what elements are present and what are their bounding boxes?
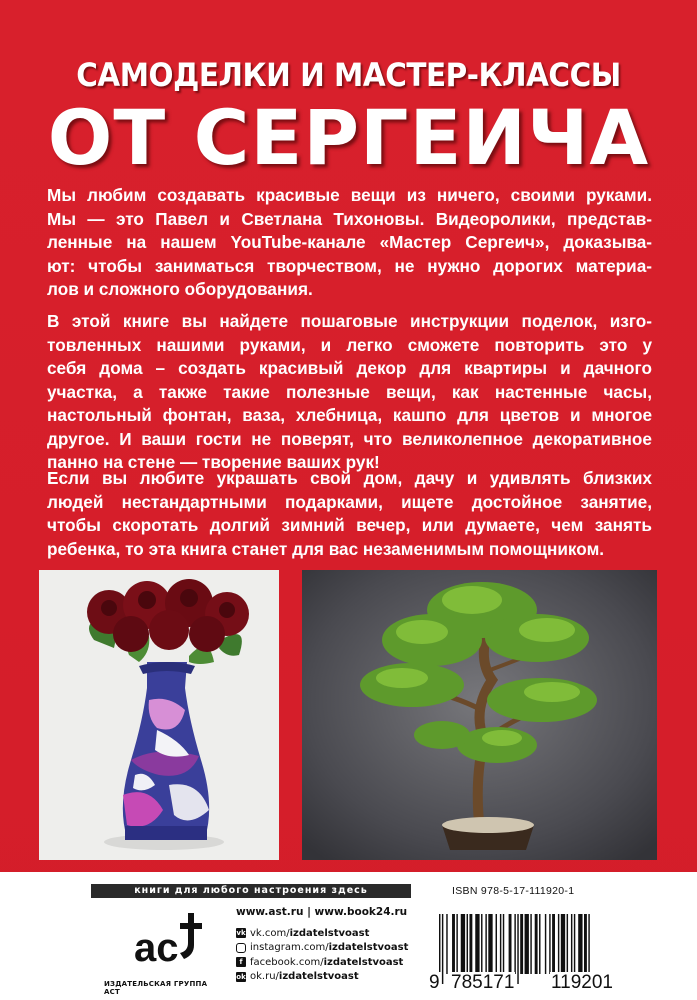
- barcode-bar: [578, 914, 582, 974]
- instagram-icon: [236, 943, 246, 953]
- barcode-bar: [535, 914, 538, 974]
- barcode-bar: [469, 914, 472, 974]
- bonsai-tree-image: [302, 570, 657, 860]
- social-handle: izdatelstvoast: [323, 956, 404, 968]
- social-handle: izdatelstvoast: [278, 971, 359, 983]
- barcode-bar: [552, 914, 555, 974]
- barcode-bar: [549, 914, 550, 974]
- barcode-bar: [446, 914, 447, 974]
- text-line: Мы — это Павел и Светлана Тихоновы. Видеоролики, представ-: [47, 208, 652, 229]
- barcode-bar: [475, 914, 479, 974]
- barcode-bar: [530, 914, 531, 974]
- text-line: панно на стене — творение ваших рук!: [47, 452, 380, 472]
- paragraph-contents: [47, 310, 652, 475]
- vase-with-roses-image: [39, 570, 279, 860]
- social-link-odnoklassniki[interactable]: [236, 970, 408, 985]
- text-line: Мы любим создавать красивые вещи из ничего, своими руками.: [47, 185, 652, 205]
- text-line: участка, а также такие полезные вещи, как настенные часы,: [47, 381, 652, 402]
- tagline: книги для любого настроения здесь: [91, 884, 411, 898]
- text-line: людей нестандартными подарками, ищете достойное занятие,: [47, 491, 652, 512]
- barcode-bar: [574, 914, 575, 974]
- barcode-bar: [481, 914, 482, 974]
- barcode-bar: [467, 914, 468, 974]
- barcode-bar: [452, 914, 455, 974]
- barcode-bar: [525, 914, 529, 974]
- social-prefix: ok.ru/: [250, 971, 279, 983]
- social-handle: izdatelstvoast: [289, 927, 370, 939]
- social-prefix: vk.com/: [250, 927, 290, 939]
- social-handle: izdatelstvoast: [328, 942, 409, 954]
- vase-photo: [39, 570, 279, 860]
- barcode-bar: [545, 914, 546, 974]
- text-line: чтобы скоротать долгий зимний вечер, или думаете, чем занять: [47, 515, 652, 535]
- text-line: ленные на нашем YouTube-канале «Мастер Сергеич», доказыва-: [47, 232, 652, 252]
- text-line: лов и сложного оборудования.: [47, 279, 313, 299]
- social-prefix: facebook.com/: [250, 956, 324, 968]
- text-line: себя дома – создать красивый декор для квартиры и дачного: [47, 358, 652, 378]
- odnoklassniki-icon: ok: [236, 972, 246, 981]
- barcode-digits: [428, 972, 658, 994]
- isbn-number: ISBN 978-5-17-111920-1: [452, 885, 575, 897]
- barcode-bar: [571, 914, 572, 974]
- barcode-bar: [567, 914, 568, 974]
- barcode-bar: [488, 914, 492, 974]
- text-line: ребенка, то эта книга станет для вас незаменимым помощником.: [47, 538, 605, 559]
- barcode-bar: [584, 914, 587, 974]
- barcode-digit-group-right: 119201: [551, 972, 613, 993]
- websites-link[interactable]: www.ast.ru | www.book24.ru: [236, 906, 408, 918]
- title-line-2: ОТ СЕРГЕИЧА: [47, 93, 650, 182]
- barcode-bar: [561, 914, 565, 974]
- social-links: [236, 926, 408, 984]
- social-link-facebook[interactable]: [236, 955, 408, 970]
- barcode-bar: [509, 914, 512, 974]
- publisher-name: ИЗДАТЕЛЬСКАЯ ГРУППА АСТ: [104, 980, 208, 996]
- vk-icon: vk: [236, 929, 246, 938]
- social-link-instagram[interactable]: [236, 941, 408, 956]
- social-prefix: instagram.com/: [250, 942, 329, 954]
- barcode-digit-lead: 9: [429, 972, 440, 993]
- ast-logo-icon: [128, 905, 206, 977]
- ast-logo: [128, 905, 206, 977]
- text-line: ют: чтобы заниматься творчеством, не нужно дорогих материа-: [47, 255, 652, 276]
- text-line: Если вы любите украшать свой дом, дачу и удивлять близких: [47, 468, 652, 488]
- barcode-bar: [503, 914, 504, 974]
- paragraph-intro: [47, 184, 652, 302]
- facebook-icon: f: [236, 957, 246, 967]
- text-line: настольный фонтан, ваза, хлебница, кашпо для цветов и многое: [47, 405, 652, 425]
- paragraph-audience: [47, 467, 652, 561]
- barcode-bar: [485, 914, 486, 974]
- text-line: В этой книге вы найдете пошаговые инструкции поделок, изго-: [47, 311, 652, 331]
- barcode-bar: [496, 914, 497, 974]
- barcode-bar: [461, 914, 465, 974]
- social-link-vk[interactable]: [236, 926, 408, 941]
- barcode-bar: [500, 914, 501, 974]
- barcode-bar: [456, 914, 457, 974]
- text-line: другое. И ваши гости не поверят, что великолепное декоративное: [47, 428, 652, 449]
- logo-letters: ac: [134, 926, 179, 970]
- barcode-bar: [520, 914, 523, 974]
- bonsai-photo: [302, 570, 657, 860]
- barcode-bar: [539, 914, 540, 974]
- barcode-bar: [514, 914, 515, 974]
- title-line-1: САМОДЕЛКИ И МАСТЕР-КЛАССЫ: [76, 56, 621, 94]
- text-line: товленных нашими руками, и легко сможете повторить это у: [47, 334, 652, 355]
- barcode-digit-group-left: 785171: [451, 972, 515, 993]
- barcode-bar: [558, 914, 559, 974]
